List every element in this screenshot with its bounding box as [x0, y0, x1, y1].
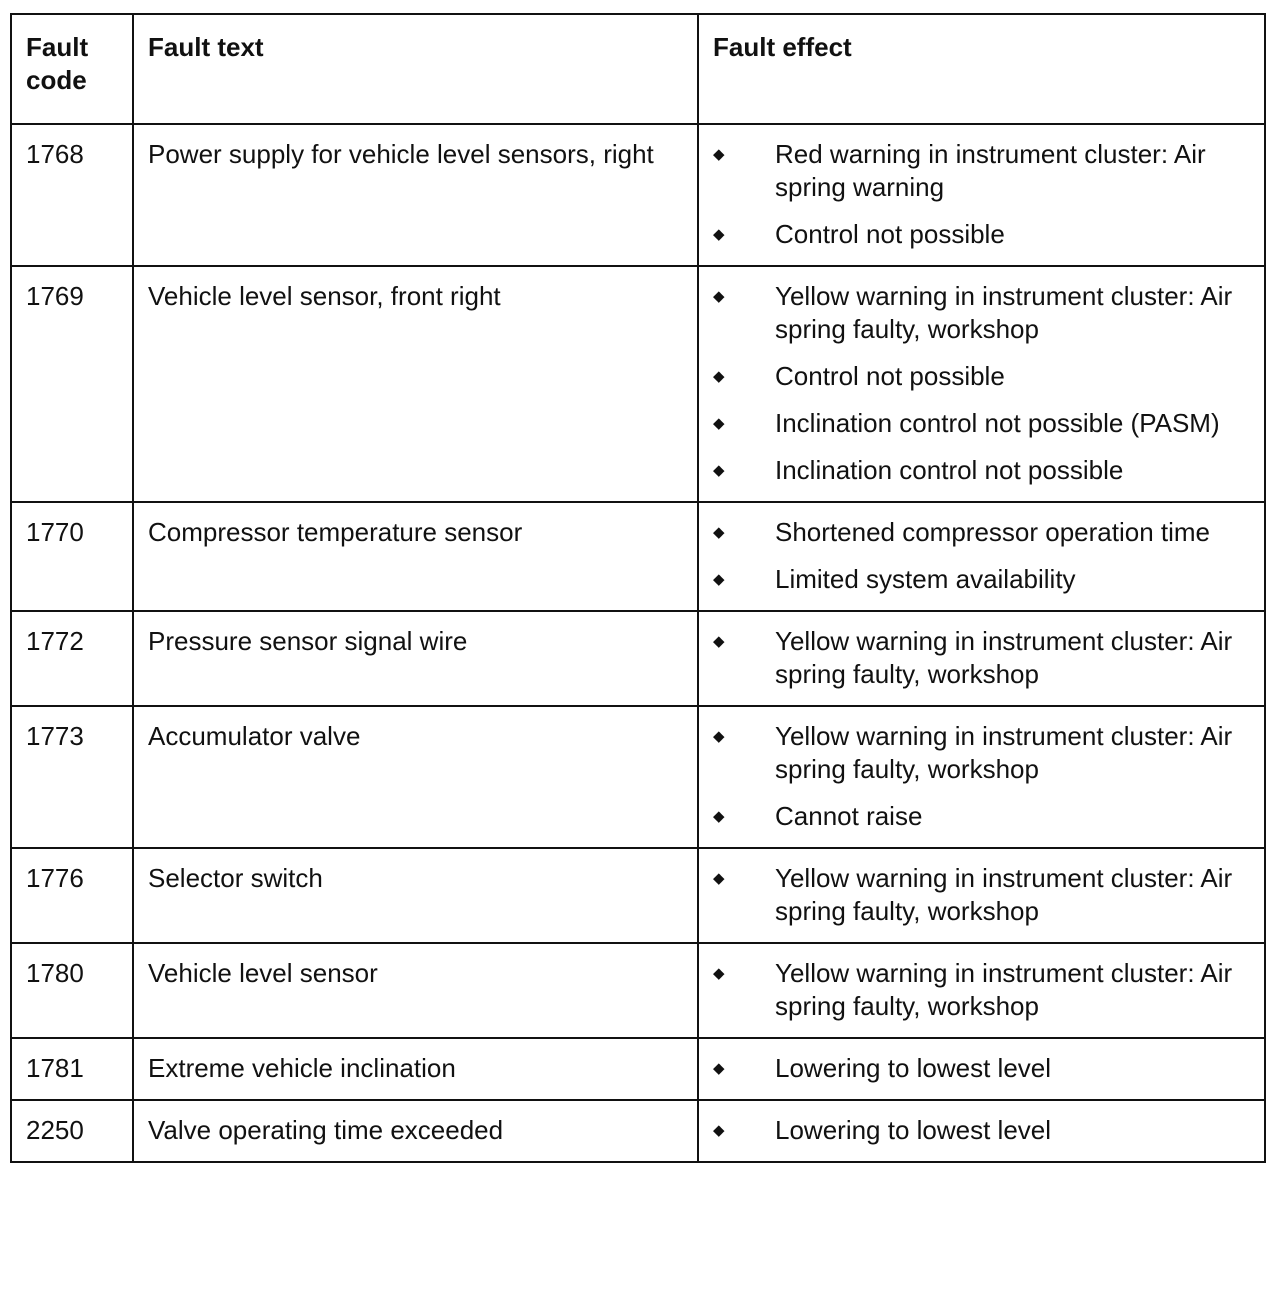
fault-text: Pressure sensor signal wire [148, 626, 468, 656]
fault-effect-list [699, 503, 1264, 610]
fault-text-cell [133, 611, 698, 706]
fault-code: 1780 [26, 958, 84, 988]
header-fault-text [133, 14, 698, 124]
table-header-row [11, 14, 1265, 124]
fault-text-cell [133, 124, 698, 266]
fault-effect-item [713, 360, 1256, 393]
fault-effect-cell [698, 943, 1265, 1038]
table-row [11, 1038, 1265, 1100]
diamond-bullet-icon: ◆ [713, 226, 725, 243]
fault-code: 1781 [26, 1053, 84, 1083]
table-row [11, 706, 1265, 848]
fault-effect-text: Limited system availability [775, 564, 1076, 594]
fault-effect-text: Yellow warning in instrument cluster: Air spring faulty, workshop [775, 721, 1233, 784]
diamond-bullet-icon: ◆ [713, 368, 725, 385]
fault-effect-item [713, 280, 1256, 346]
fault-text-cell [133, 1038, 698, 1100]
fault-effect-cell [698, 611, 1265, 706]
fault-text: Valve operating time exceeded [148, 1115, 504, 1145]
diamond-bullet-icon: ◆ [713, 288, 725, 305]
fault-code-cell [11, 266, 133, 502]
fault-effect-cell [698, 1038, 1265, 1100]
fault-code: 1772 [26, 626, 84, 656]
fault-effect-cell [698, 502, 1265, 611]
fault-effect-cell [698, 706, 1265, 848]
fault-effect-list [699, 707, 1264, 847]
table-row [11, 848, 1265, 943]
fault-effect-list [699, 612, 1264, 705]
fault-effect-text: Cannot raise [775, 801, 923, 831]
fault-text-cell [133, 943, 698, 1038]
fault-effect-item [713, 862, 1256, 928]
diamond-bullet-icon: ◆ [713, 1122, 725, 1139]
diamond-bullet-icon: ◆ [713, 571, 725, 588]
fault-text: Accumulator valve [148, 721, 361, 751]
fault-effect-item [713, 625, 1256, 691]
diamond-bullet-icon: ◆ [713, 415, 725, 432]
fault-effect-list [699, 1039, 1264, 1099]
fault-text: Vehicle level sensor [148, 958, 378, 988]
header-fault-code-label: Fault code [26, 32, 89, 95]
fault-effect-item [713, 957, 1256, 1023]
fault-effect-text: Control not possible [775, 219, 1005, 249]
fault-effect-cell [698, 848, 1265, 943]
fault-code: 2250 [26, 1115, 84, 1145]
fault-effect-list [699, 1101, 1264, 1161]
fault-effect-text: Inclination control not possible [775, 455, 1124, 485]
fault-text-cell [133, 1100, 698, 1162]
fault-text: Selector switch [148, 863, 323, 893]
fault-code: 1776 [26, 863, 84, 893]
diamond-bullet-icon: ◆ [713, 965, 725, 982]
fault-effect-item [713, 516, 1256, 549]
fault-code-cell [11, 848, 133, 943]
fault-code-cell [11, 1100, 133, 1162]
fault-effect-item [713, 407, 1256, 440]
fault-effect-item [713, 800, 1256, 833]
fault-code-cell [11, 502, 133, 611]
table-row [11, 611, 1265, 706]
fault-effect-text: Lowering to lowest level [775, 1053, 1052, 1083]
fault-code: 1773 [26, 721, 84, 751]
fault-effect-list [699, 125, 1264, 265]
fault-code-table [10, 13, 1266, 1163]
table-row [11, 124, 1265, 266]
fault-effect-cell [698, 266, 1265, 502]
fault-effect-item [713, 138, 1256, 204]
fault-text-cell [133, 706, 698, 848]
table-body [11, 124, 1265, 1162]
header-fault-effect-label: Fault effect [713, 32, 852, 62]
fault-effect-text: Red warning in instrument cluster: Air spring warning [775, 139, 1206, 202]
diamond-bullet-icon: ◆ [713, 808, 725, 825]
fault-effect-text: Yellow warning in instrument cluster: Air spring faulty, workshop [775, 281, 1233, 344]
diamond-bullet-icon: ◆ [713, 870, 725, 887]
diamond-bullet-icon: ◆ [713, 1060, 725, 1077]
fault-effect-item [713, 563, 1256, 596]
fault-effect-item [713, 1052, 1256, 1085]
header-fault-code [11, 14, 133, 124]
diamond-bullet-icon: ◆ [713, 524, 725, 541]
fault-code-cell [11, 611, 133, 706]
fault-text: Power supply for vehicle level sensors, right [148, 139, 654, 169]
fault-text: Extreme vehicle inclination [148, 1053, 456, 1083]
fault-effect-cell [698, 1100, 1265, 1162]
fault-text: Vehicle level sensor, front right [148, 281, 501, 311]
table-row [11, 1100, 1265, 1162]
header-fault-effect [698, 14, 1265, 124]
fault-effect-text: Lowering to lowest level [775, 1115, 1052, 1145]
fault-code-cell [11, 706, 133, 848]
fault-code-cell [11, 124, 133, 266]
diamond-bullet-icon: ◆ [713, 462, 725, 479]
fault-effect-item [713, 454, 1256, 487]
fault-effect-list [699, 267, 1264, 501]
fault-effect-cell [698, 124, 1265, 266]
table-row [11, 943, 1265, 1038]
fault-code: 1769 [26, 281, 84, 311]
diamond-bullet-icon: ◆ [713, 728, 725, 745]
fault-effect-item [713, 218, 1256, 251]
fault-text-cell [133, 266, 698, 502]
fault-text-cell [133, 502, 698, 611]
fault-effect-text: Inclination control not possible (PASM) [775, 408, 1220, 438]
fault-code-cell [11, 1038, 133, 1100]
table-row [11, 266, 1265, 502]
diamond-bullet-icon: ◆ [713, 146, 725, 163]
table-row [11, 502, 1265, 611]
fault-effect-text: Shortened compressor operation time [775, 517, 1211, 547]
fault-effect-list [699, 849, 1264, 942]
fault-effect-text: Control not possible [775, 361, 1005, 391]
fault-effect-list [699, 944, 1264, 1037]
diamond-bullet-icon: ◆ [713, 633, 725, 650]
fault-text-cell [133, 848, 698, 943]
fault-code: 1768 [26, 139, 84, 169]
fault-text: Compressor temperature sensor [148, 517, 523, 547]
fault-effect-text: Yellow warning in instrument cluster: Air spring faulty, workshop [775, 863, 1233, 926]
fault-code: 1770 [26, 517, 84, 547]
fault-effect-item [713, 720, 1256, 786]
fault-code-cell [11, 943, 133, 1038]
fault-effect-text: Yellow warning in instrument cluster: Air spring faulty, workshop [775, 626, 1233, 689]
fault-effect-item [713, 1114, 1256, 1147]
fault-effect-text: Yellow warning in instrument cluster: Air spring faulty, workshop [775, 958, 1233, 1021]
header-fault-text-label: Fault text [148, 32, 264, 62]
